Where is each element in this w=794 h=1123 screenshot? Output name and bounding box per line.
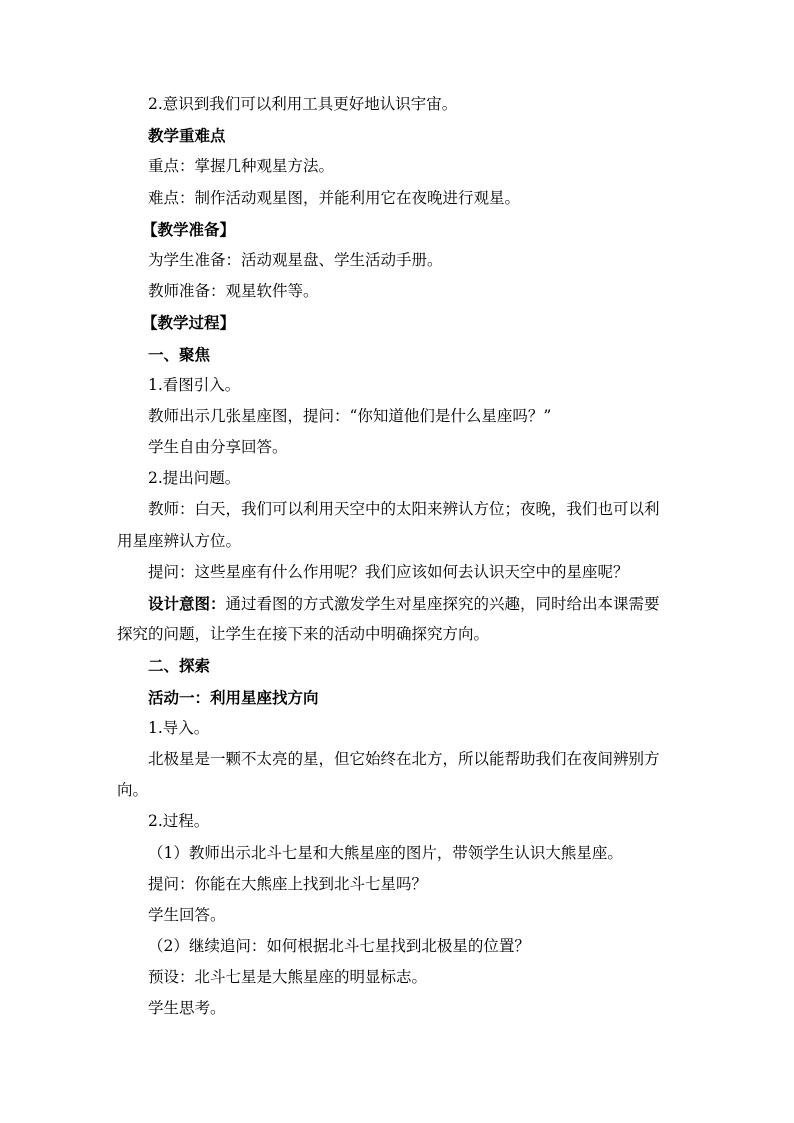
teacher-statement-line1: 教师：白天，我们可以利用天空中的太阳来辨认方位；夜晚，我们也可以利 bbox=[148, 500, 660, 519]
process-presumption: 预设：北斗七星是大熊星座的明显标志。 bbox=[148, 968, 428, 987]
design-intent-label: 设计意图： bbox=[148, 594, 226, 613]
process-student-thinks: 学生思考。 bbox=[148, 999, 226, 1018]
design-intent-line1 bbox=[0, 588, 794, 619]
key-point: 重点：掌握几种观星方法。 bbox=[148, 157, 335, 176]
activity-1-heading: 活动一：利用星座找方向 bbox=[148, 687, 319, 707]
design-intent-line2: 探究的问题，让学生在接下来的活动中明确探究方向。 bbox=[117, 625, 490, 644]
question-line: 提问：这些星座有什么作用呢？我们应该如何去认识天空中的星座呢？ bbox=[148, 562, 629, 581]
process-question: 提问：你能在大熊座上找到北斗七星吗？ bbox=[148, 874, 428, 893]
process-answer: 学生回答。 bbox=[148, 905, 226, 924]
student-answer: 学生自由分享回答。 bbox=[148, 438, 288, 457]
step-2-question: 2.提出问题。 bbox=[148, 469, 241, 488]
section-heading-key-points: 教学重难点 bbox=[148, 126, 226, 146]
document-body bbox=[0, 89, 794, 1025]
activity-step-2: 2.过程。 bbox=[148, 812, 210, 831]
activity-step-1: 1.导入。 bbox=[148, 718, 210, 737]
part-heading-focus: 一、聚焦 bbox=[148, 344, 211, 364]
part-heading-explore: 二、探索 bbox=[148, 656, 211, 676]
section-heading-preparation: 【教学准备】 bbox=[142, 219, 236, 239]
difficult-point: 难点：制作活动观星图，并能利用它在夜晚进行观星。 bbox=[148, 188, 521, 207]
process-item-1: （1）教师出示北斗七星和大熊星座的图片，带领学生认识大熊星座。 bbox=[148, 843, 623, 862]
section-heading-process: 【教学过程】 bbox=[142, 313, 236, 333]
teacher-question: 教师出示几张星座图，提问：“你知道他们是什么星座吗？” bbox=[148, 406, 552, 425]
polaris-text-line2: 向。 bbox=[117, 781, 149, 800]
process-item-2: （2）继续追问：如何根据北斗七星找到北极星的位置？ bbox=[148, 937, 530, 956]
design-intent-text: 通过看图的方式激发学生对星座探究的兴趣，同时给出本课需要 bbox=[225, 595, 660, 613]
student-preparation: 为学生准备：活动观星盘、学生活动手册。 bbox=[148, 250, 443, 269]
step-1-intro: 1.看图引入。 bbox=[148, 375, 241, 394]
polaris-text-line1: 北极星是一颗不太亮的星，但它始终在北方，所以能帮助我们在夜间辨别方 bbox=[148, 749, 660, 768]
teacher-statement-line2: 用星座辨认方位。 bbox=[117, 531, 242, 550]
objective-2: 2.意识到我们可以利用工具更好地认识宇宙。 bbox=[148, 95, 458, 113]
teacher-preparation: 教师准备：观星软件等。 bbox=[148, 282, 319, 301]
